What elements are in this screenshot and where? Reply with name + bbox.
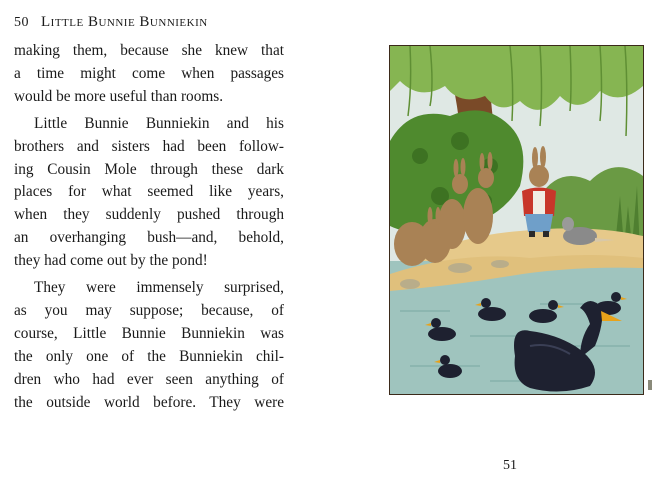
- text-line: Little Bunnie Bunniekin and his: [34, 114, 284, 132]
- right-page-number: 51: [503, 458, 517, 473]
- text-line: would be more useful than rooms.: [14, 87, 224, 105]
- left-page-number: 50: [14, 15, 29, 30]
- body-text: [14, 40, 284, 415]
- text-line: ing Cousin Mole through these dark: [14, 160, 284, 178]
- text-line: the outside world before. They were: [14, 393, 284, 411]
- text-line: making them, because she knew that: [14, 42, 284, 59]
- text-line: places for what seemed like years,: [14, 183, 284, 201]
- text-line: as you may suppose; because, of: [14, 301, 284, 319]
- running-title: Little Bunnie Bunniekin: [41, 14, 208, 30]
- text-line: the only one of the Bunniekin chil-: [14, 347, 284, 365]
- text-line: a time might come when passages: [14, 64, 284, 82]
- text-line: when they suddenly pushed through: [14, 206, 284, 224]
- text-line: they had come out by the pond!: [14, 252, 208, 270]
- running-head: [14, 14, 294, 31]
- text-line: brothers and sisters had been follow-: [14, 137, 284, 155]
- left-page: [0, 0, 300, 484]
- pond-scene-illustration: [390, 46, 643, 394]
- page-edge-mark: [648, 380, 652, 390]
- illustration: [389, 45, 644, 395]
- text-line: They were immensely surprised,: [34, 279, 284, 297]
- text-line: an overhanging bush—and, behold,: [14, 229, 284, 247]
- text-line: dren who had ever seen anything of: [14, 370, 284, 388]
- text-line: course, Little Bunnie Bunniekin was: [14, 324, 284, 342]
